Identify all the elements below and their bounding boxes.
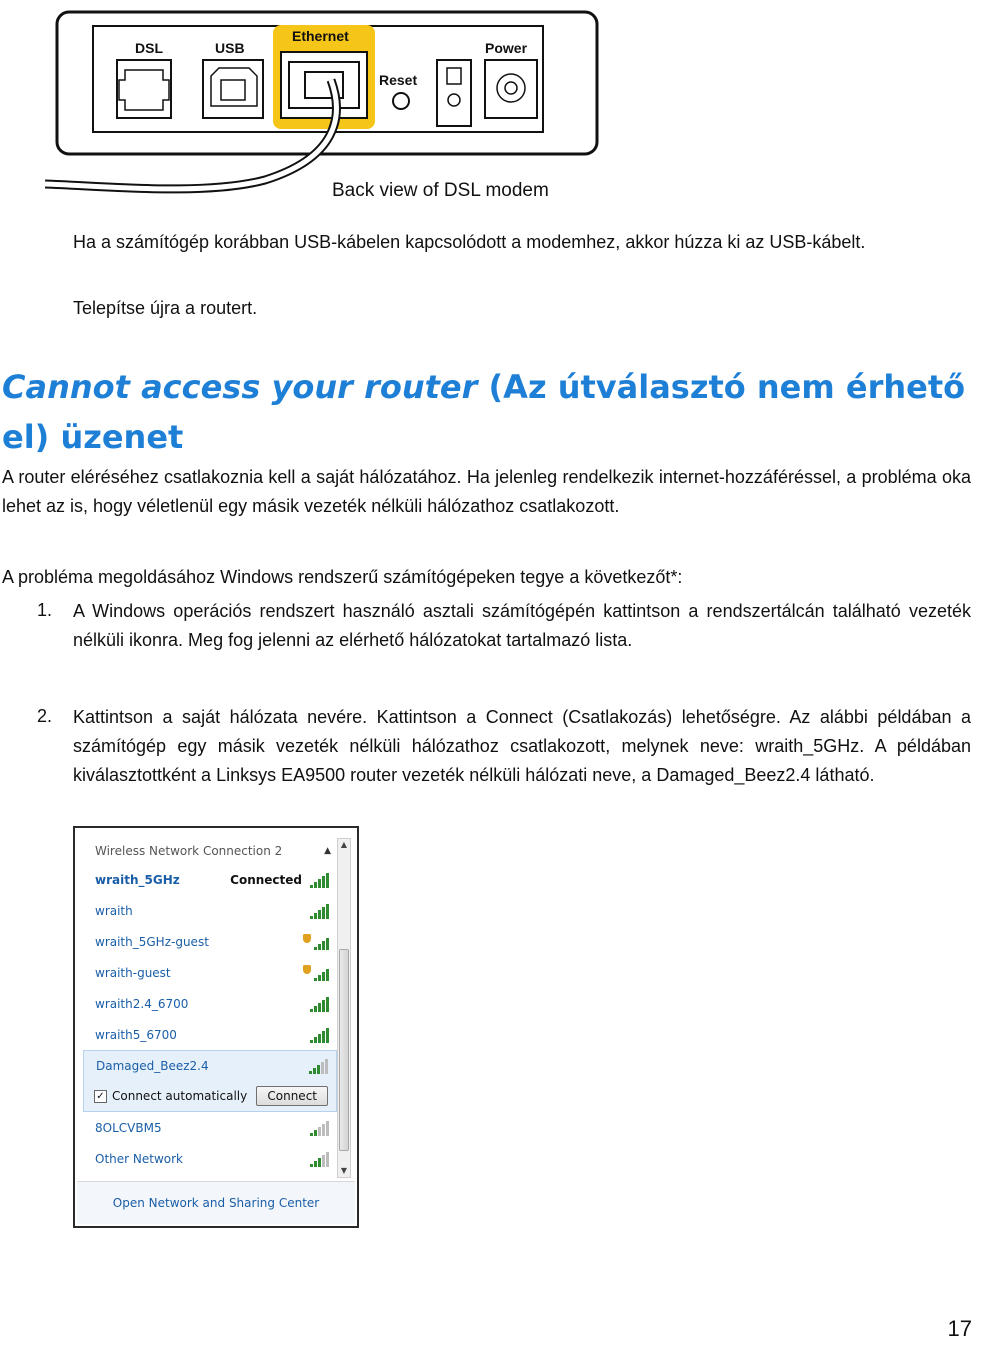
signal-weak-icon (310, 1151, 329, 1167)
network-list-scrollbar[interactable] (337, 838, 351, 1178)
connection-header-label: Wireless Network Connection 2 (95, 844, 283, 858)
section-heading-hungarian: (Az útválasztó nem érhető el) üzenet (2, 368, 966, 456)
power-label: Power (485, 40, 528, 56)
intro-paragraph-reinstall: Telepítse újra a routert. (73, 298, 258, 318)
section-heading-english: Cannot access your router (2, 368, 478, 406)
signal-full-icon (310, 872, 329, 888)
network-name: Other Network (95, 1151, 183, 1166)
step-2-text: Kattintson a saját hálózata nevére. Kattintson a Connect (Csatlakozás) lehetőségre. Az alábbi példában a számítógép egy másik vezeték nélküli hálózathoz csatlakozott, melynek neve: wraith_5GHz. A példában kiválasztottként a Linksys EA9500 router vezeték nélküli hálózati neve, a Damaged_Beez2.4 látható. (73, 707, 971, 785)
wireless-networks-panel (73, 826, 359, 1228)
scroll-up-arrow-icon[interactable]: ▲ (340, 840, 348, 849)
modem-back-view-figure (45, 8, 605, 208)
ethernet-port (281, 52, 367, 118)
selected-network[interactable] (83, 1050, 337, 1112)
dsl-label: DSL (135, 40, 163, 56)
network-item[interactable] (83, 957, 337, 988)
network-item[interactable] (83, 1112, 337, 1143)
signal-weak-icon (309, 1058, 328, 1074)
section-instruction: A probléma megoldásához Windows rendszerű számítógépeken tegye a következőt*: (2, 567, 683, 587)
connect-automatically-option[interactable] (94, 1089, 247, 1103)
network-sharing-center-link[interactable]: Open Network and Sharing Center (77, 1181, 355, 1224)
network-item[interactable] (83, 926, 337, 957)
signal-shield-icon (303, 965, 329, 981)
ethernet-label: Ethernet (292, 28, 349, 44)
step-1-text: A Windows operációs rendszert használó asztali számítógépén kattintson a rendszertálcán található vezeték nélküli ikonra. Meg fog jelenni az elérhető hálózatokat tartalmazó lista. (73, 601, 971, 650)
network-name: wraith5_6700 (95, 1027, 177, 1042)
network-item[interactable] (83, 1019, 337, 1050)
selected-network-actions (84, 1081, 336, 1111)
connect-button[interactable]: Connect (256, 1086, 328, 1106)
signal-weak-icon (310, 1120, 329, 1136)
usb-port (203, 60, 263, 118)
network-name: wraith-guest (95, 965, 171, 980)
network-name: wraith (95, 903, 133, 918)
network-name: Damaged_Beez2.4 (96, 1059, 209, 1073)
network-item[interactable] (83, 988, 337, 1019)
network-name: wraith_5GHz (95, 872, 180, 887)
signal-shield-icon (303, 934, 329, 950)
power-switch (437, 60, 471, 126)
network-list (83, 838, 337, 1174)
connection-header[interactable] (83, 838, 337, 864)
signal-full-icon (310, 996, 329, 1012)
power-port (485, 60, 537, 118)
network-item[interactable] (83, 895, 337, 926)
reset-label: Reset (379, 72, 418, 88)
figure-caption: Back view of DSL modem (332, 180, 549, 201)
signal-full-icon (310, 903, 329, 919)
dsl-port (117, 60, 171, 118)
usb-label: USB (215, 40, 245, 56)
scroll-down-arrow-icon[interactable]: ▼ (340, 1166, 348, 1175)
network-item[interactable] (84, 1051, 336, 1081)
section-heading (2, 362, 982, 462)
network-item[interactable] (83, 864, 337, 895)
network-name: 8OLCVBM5 (95, 1120, 162, 1135)
connect-automatically-label: Connect automatically (112, 1089, 248, 1103)
network-name: wraith_5GHz-guest (95, 934, 209, 949)
chevron-up-icon[interactable]: ▲ (324, 846, 331, 856)
step-1-number: 1. (37, 600, 53, 620)
connected-status: Connected (230, 872, 302, 887)
scroll-thumb[interactable] (339, 949, 349, 1151)
section-paragraph: A router eléréséhez csatlakoznia kell a saját hálózatához. Ha jelenleg rendelkezik internet-hozzáféréssel, a probléma oka lehet az is, hogy véletlenül egy másik vezeték nélküli hálózathoz csatlakozott. (2, 467, 971, 516)
connect-automatically-checkbox[interactable]: ✓ (94, 1090, 107, 1103)
intro-paragraph-usb: Ha a számítógép korábban USB-kábelen kapcsolódott a modemhez, akkor húzza ki az USB-kábelt. (73, 232, 866, 252)
network-name: wraith2.4_6700 (95, 996, 189, 1011)
network-item[interactable] (83, 1143, 337, 1174)
step-2-number: 2. (37, 706, 53, 726)
page-number: 17 (947, 1316, 972, 1341)
reset-button (393, 93, 409, 109)
signal-full-icon (310, 1027, 329, 1043)
